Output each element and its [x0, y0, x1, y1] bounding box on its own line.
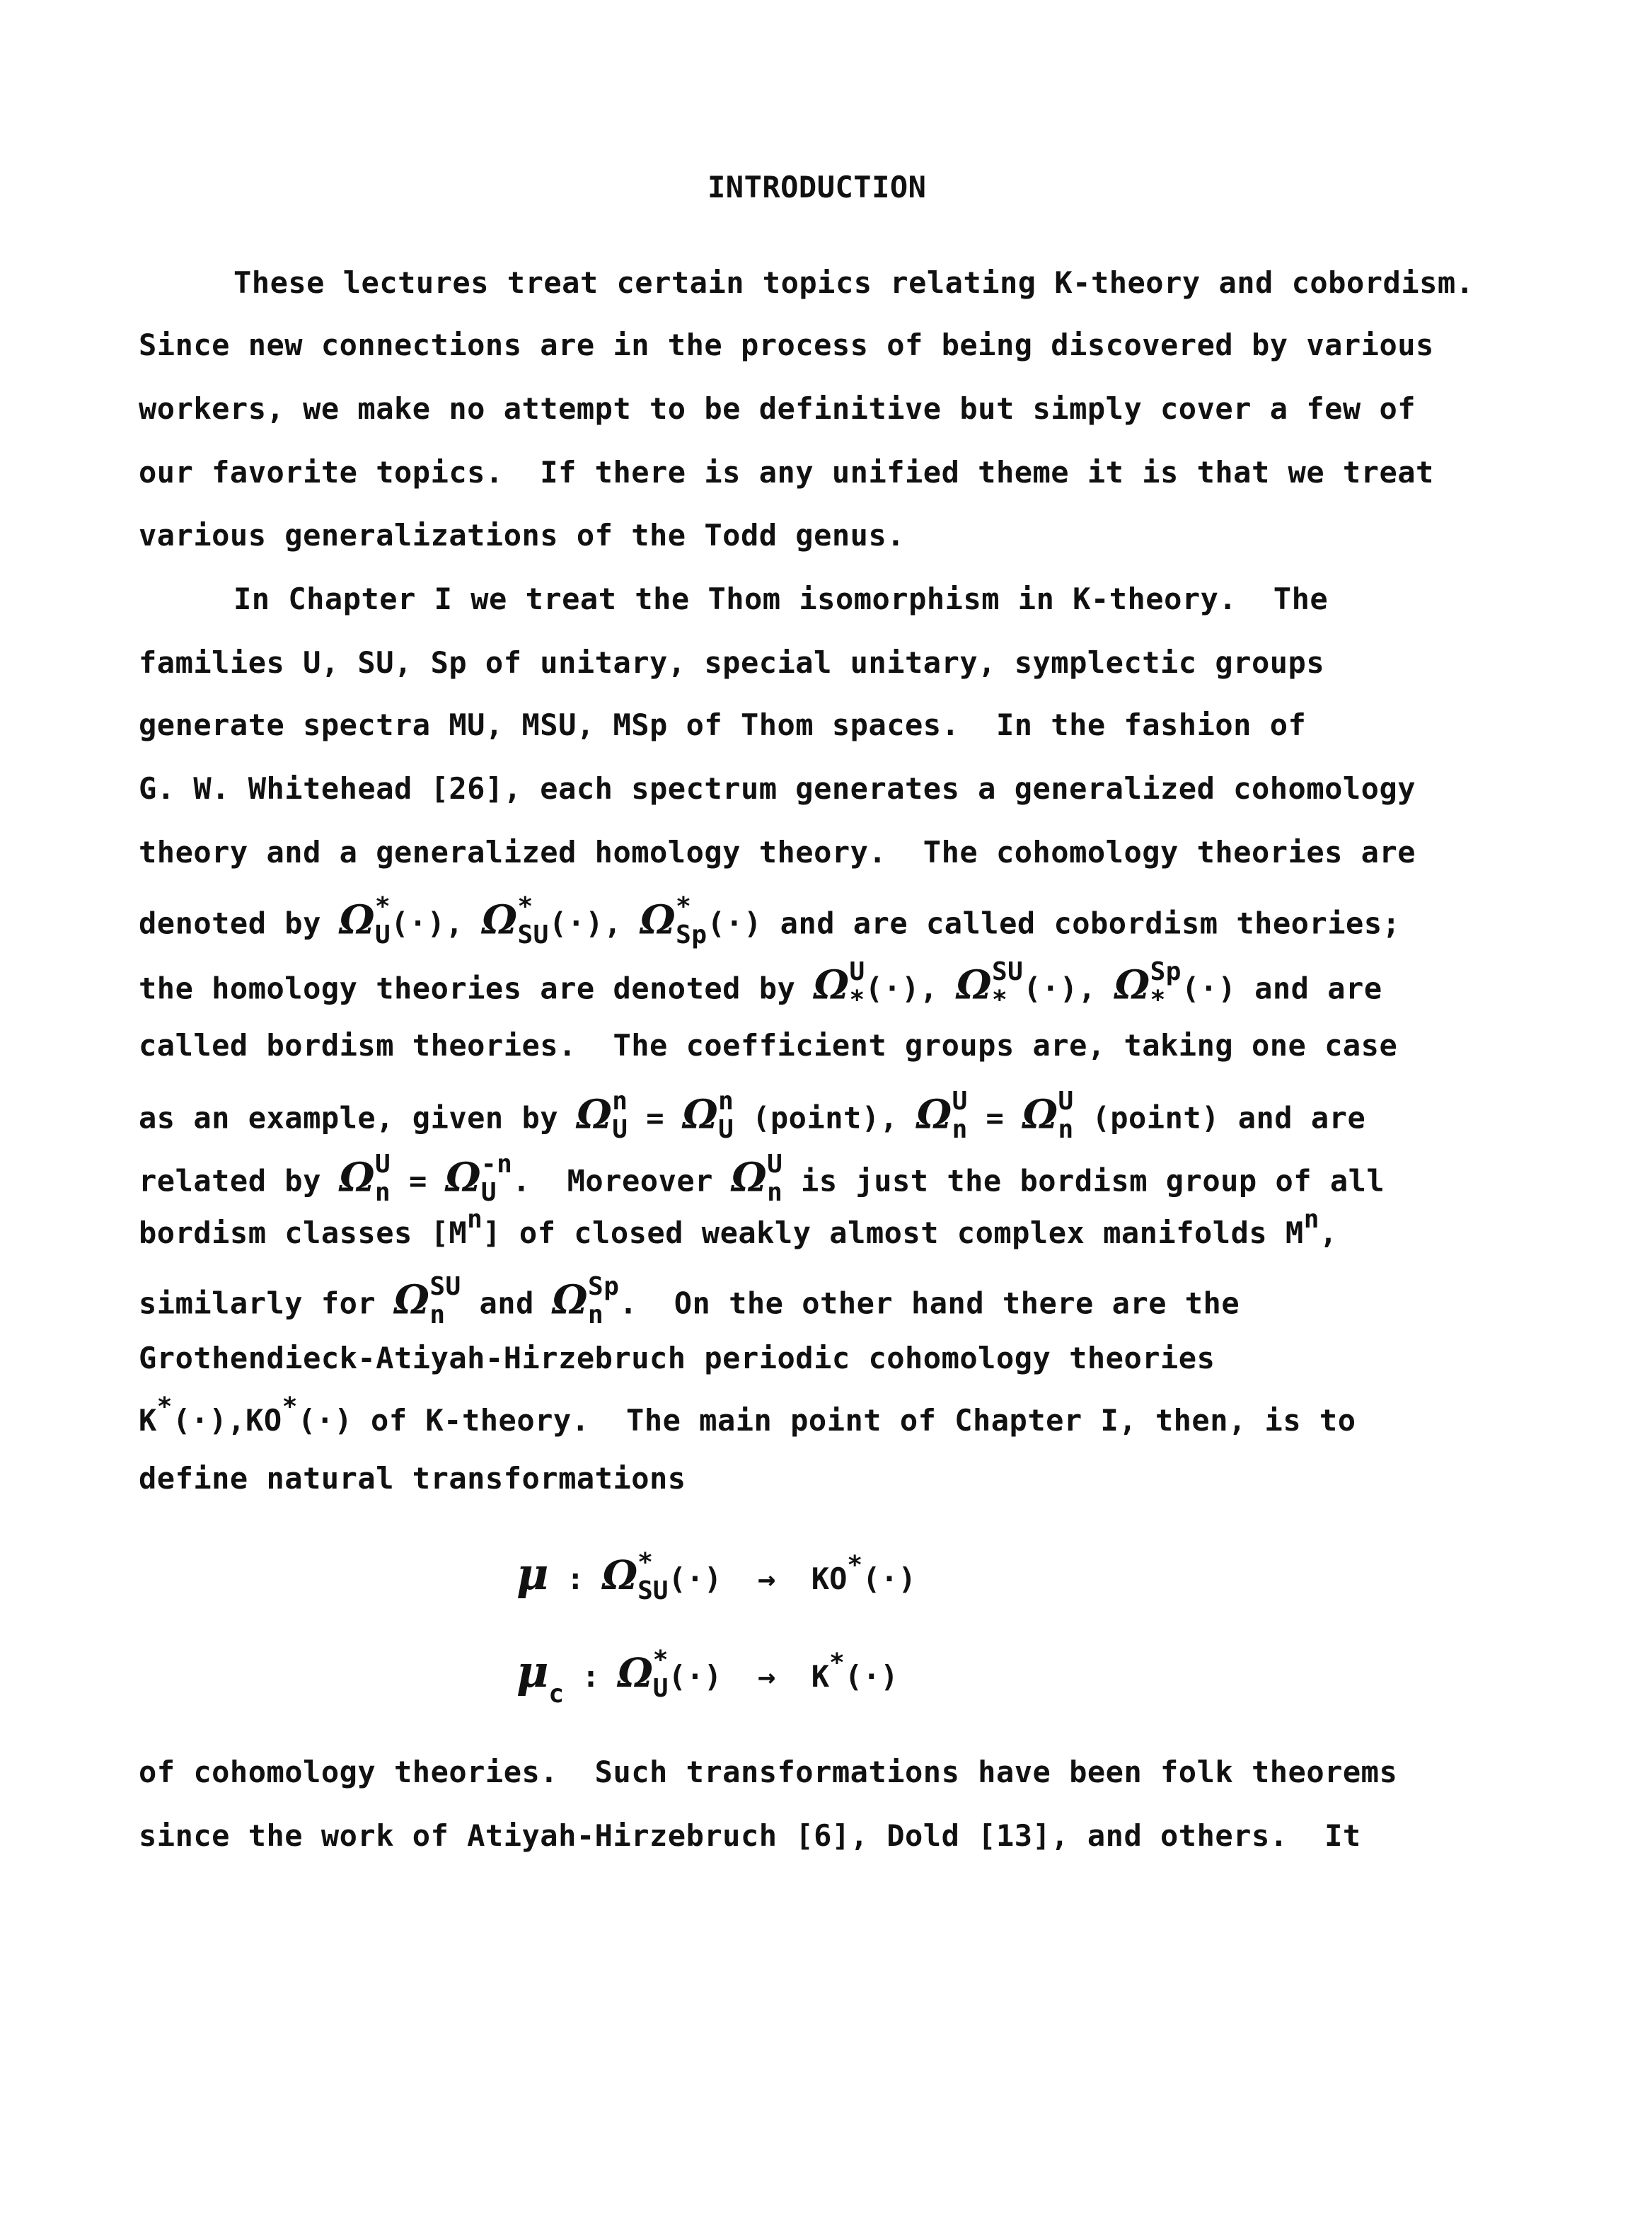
similarly-line: similarly for Ω SU n and Ω Sp n . On the other hand there are the [139, 1272, 1240, 1329]
equation-mu-c: μc : Ω * U (·) → K*(·) [516, 1645, 899, 1709]
paragraph-line: workers, we make no attempt to be definitive but simply cover a few of [139, 391, 1416, 426]
page-title: INTRODUCTION [707, 170, 927, 204]
paragraph-line: define natural transformations [139, 1461, 686, 1496]
paragraph-line: our favorite topics. If there is any unified theme it is that we treat [139, 455, 1434, 490]
paragraph-line: In Chapter I we treat the Thom isomorphism in K-theory. The [233, 582, 1329, 616]
paragraph-line: of cohomology theories. Such transformations have been folk theorems [139, 1755, 1398, 1789]
paragraph-line: generate spectra MU, MSU, MSp of Thom spaces. In the fashion of [139, 708, 1307, 742]
paragraph-line: theory and a generalized homology theory. The cohomology theories are [139, 835, 1416, 870]
paragraph-line: families U, SU, Sp of unitary, special unitary, symplectic groups [139, 645, 1325, 680]
paragraph-line: These lectures treat certain topics relating K-theory and cobordism. [233, 265, 1474, 300]
coefficient-groups-line: as an example, given by Ω n U = Ω n U (point), Ω U n = Ω U n (point) and are [139, 1087, 1366, 1144]
related-by-line: related by Ω U n = Ω -n U . Moreover Ω U n is just the bordism group of all [139, 1150, 1385, 1207]
k-theory-line: K*(·),KO*(·) of K-theory. The main point of Chapter I, then, is to [139, 1392, 1356, 1438]
paragraph-line: various generalizations of the Todd genus. [139, 518, 906, 553]
bordism-classes-line: bordism classes [Mn] of closed weakly almost complex manifolds Mn, [139, 1205, 1338, 1250]
bordism-theories-line: the homology theories are denoted by Ω U * (·), Ω SU * (·), Ω Sp * (·) and are [139, 957, 1382, 1015]
paragraph-line: since the work of Atiyah-Hirzebruch [6], Dold [13], and others. It [139, 1818, 1361, 1853]
paragraph-line: called bordism theories. The coefficient groups are, taking one case [139, 1028, 1398, 1063]
paragraph-line: Since new connections are in the process of being discovered by various [139, 328, 1434, 362]
paragraph-line: G. W. Whitehead [26], each spectrum generates a generalized cohomology [139, 771, 1416, 806]
cobordism-theories-line: denoted by Ω * U (·), Ω * SU (·), Ω * Sp (·) and are called cobordism theories; [139, 892, 1401, 949]
paragraph-line: Grothendieck-Atiyah-Hirzebruch periodic cohomology theories [139, 1341, 1215, 1375]
equation-mu: μ : Ω * SU (·) → KO*(·) [516, 1547, 916, 1605]
